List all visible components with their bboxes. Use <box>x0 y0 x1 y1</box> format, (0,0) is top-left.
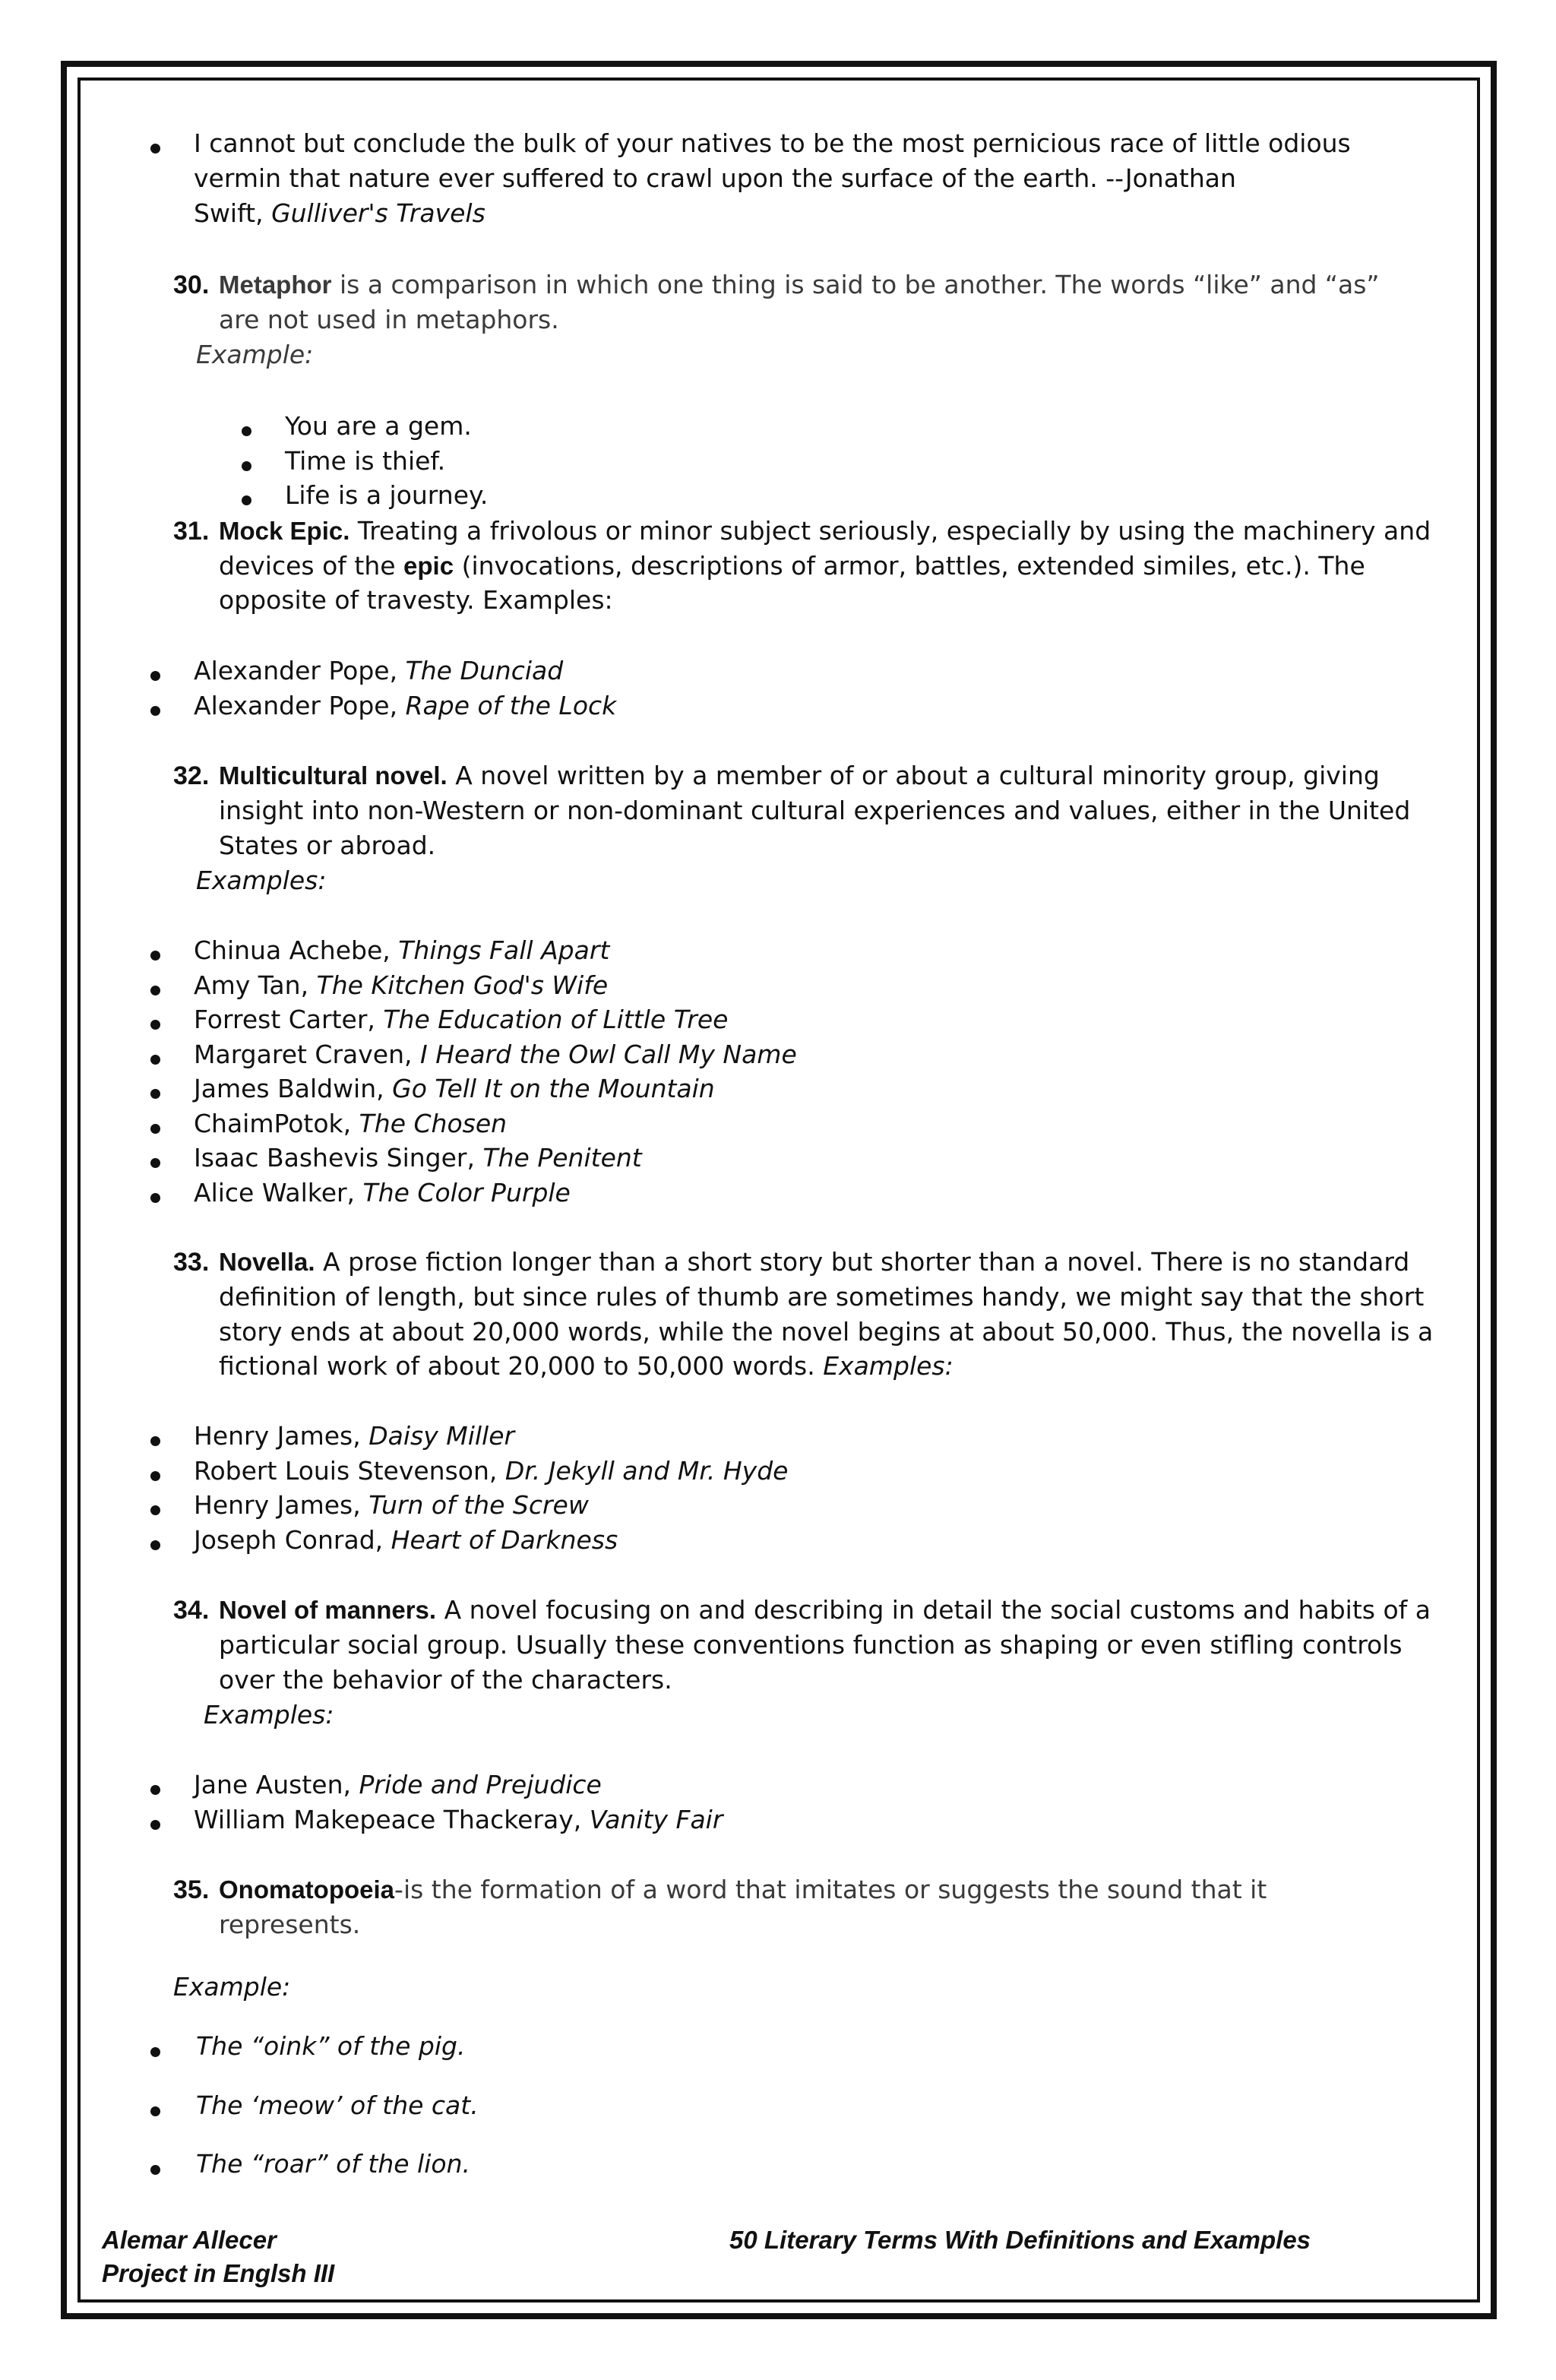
definition-line: are not used in metaphors. <box>219 305 559 334</box>
bullet-icon <box>150 671 160 681</box>
example-label: Examples: <box>196 866 327 895</box>
section-number: 32. <box>173 761 210 790</box>
definition-line: over the behavior of the characters. <box>219 1665 672 1695</box>
example-label: Examples: <box>204 1700 334 1730</box>
bullet-icon <box>150 2106 160 2116</box>
list-item: Henry James, Daisy Miller <box>194 1421 515 1451</box>
quote-line: Swift, Gulliver's Travels <box>194 198 485 228</box>
bullet-icon <box>150 1505 160 1515</box>
term-heading: Mock Epic. <box>219 517 350 545</box>
section-number: 30. <box>173 271 210 299</box>
bullet-icon <box>150 1193 160 1203</box>
list-item: Forrest Carter, The Education of Little Tree <box>194 1005 729 1034</box>
section-number: 34. <box>173 1596 210 1625</box>
bullet-icon <box>150 951 160 961</box>
list-item: Henry James, Turn of the Screw <box>194 1490 589 1520</box>
bullet-icon <box>150 986 160 995</box>
bullet-icon <box>150 1020 160 1030</box>
bullet-icon <box>150 2047 160 2057</box>
definition-line: Novel of manners. A novel focusing on and describing in detail the social customs and habits of a <box>219 1595 1431 1625</box>
definition-line: definition of length, but since rules of thumb are sometimes handy, we might say that the short <box>219 1282 1425 1312</box>
list-item: The ‘meow’ of the cat. <box>196 2090 479 2120</box>
bullet-icon <box>150 1089 160 1099</box>
footer-project: Project in Englsh III <box>102 2259 335 2287</box>
list-item: Alexander Pope, Rape of the Lock <box>194 691 617 720</box>
list-item: You are a gem. <box>285 411 472 441</box>
example-label: Example: <box>196 340 314 369</box>
term-heading: Onomatopoeia <box>219 1875 395 1904</box>
definition-line: opposite of travesty. Examples: <box>219 585 613 615</box>
definition-line: devices of the epic (invocations, descriptions of armor, battles, extended similes, etc.). The <box>219 551 1365 581</box>
footer-title: 50 Literary Terms With Definitions and Examples <box>729 2226 1311 2254</box>
list-item: Alexander Pope, The Dunciad <box>194 656 564 685</box>
definition-line: particular social group. Usually these conventions function as shaping or even stifling controls <box>219 1630 1403 1660</box>
bullet-icon <box>150 1055 160 1065</box>
section-number: 31. <box>173 517 210 546</box>
bullet-icon <box>150 2165 160 2175</box>
bullet-icon <box>150 1540 160 1550</box>
term-heading: Novel of manners. <box>219 1596 437 1624</box>
list-item: Robert Louis Stevenson, Dr. Jekyll and Mr. Hyde <box>194 1456 789 1486</box>
term-heading: Metaphor <box>219 271 332 299</box>
section-number: 35. <box>173 1875 210 1904</box>
list-item: ChaimPotok, The Chosen <box>194 1109 508 1138</box>
definition-line: States or abroad. <box>219 831 436 860</box>
definition-line: Multicultural novel. A novel written by a member of or about a cultural minority group, giving <box>219 761 1380 790</box>
bullet-icon <box>150 144 160 153</box>
bullet-icon <box>150 1820 160 1830</box>
definition-line: Mock Epic. Treating a frivolous or minor subject seriously, especially by using the machinery and <box>219 516 1431 546</box>
definition-line: represents. <box>219 1910 361 1939</box>
example-label: Example: <box>173 1972 291 2002</box>
list-item: James Baldwin, Go Tell It on the Mountain <box>194 1074 715 1103</box>
list-item: Life is a journey. <box>285 480 489 510</box>
list-item: Isaac Bashevis Singer, The Penitent <box>194 1143 642 1173</box>
list-item: The “roar” of the lion. <box>196 2149 470 2179</box>
bullet-icon <box>150 1158 160 1168</box>
bullet-icon <box>150 1785 160 1795</box>
list-item: Alice Walker, The Color Purple <box>194 1178 571 1207</box>
footer-author: Alemar Allecer <box>102 2226 277 2254</box>
bullet-icon <box>150 1124 160 1134</box>
list-item: Joseph Conrad, Heart of Darkness <box>194 1525 618 1555</box>
bullet-icon <box>150 1471 160 1481</box>
list-item: The “oink” of the pig. <box>196 2031 466 2061</box>
definition-line: story ends at about 20,000 words, while the novel begins at about 50,000. Thus, the novella is a <box>219 1317 1434 1347</box>
bullet-icon <box>150 706 160 716</box>
definition-line: fictional work of about 20,000 to 50,000 words. Examples: <box>219 1351 954 1381</box>
definition-line: Metaphor is a comparison in which one thing is said to be another. The words “like” and “as” <box>219 270 1380 299</box>
definition-line: Onomatopoeia-is the formation of a word that imitates or suggests the sound that it <box>219 1875 1267 1904</box>
bullet-icon <box>242 426 251 436</box>
bullet-icon <box>150 1436 160 1446</box>
definition-line: Novella. A prose fiction longer than a short story but shorter than a novel. There is no standard <box>219 1247 1410 1277</box>
term-heading: Novella. <box>219 1248 315 1276</box>
list-item: Jane Austen, Pride and Prejudice <box>194 1770 602 1799</box>
bullet-icon <box>242 461 251 471</box>
definition-line: insight into non-Western or non-dominant cultural experiences and values, either in the United <box>219 796 1411 825</box>
list-item: Margaret Craven, I Heard the Owl Call My Name <box>194 1040 797 1069</box>
list-item: Amy Tan, The Kitchen God's Wife <box>194 970 609 1000</box>
quote-line: vermin that nature ever suffered to crawl upon the surface of the earth. --Jonathan <box>194 163 1236 193</box>
term-heading: Multicultural novel. <box>219 761 448 790</box>
quote-line: I cannot but conclude the bulk of your natives to be the most pernicious race of little odious <box>194 128 1351 158</box>
section-number: 33. <box>173 1248 210 1277</box>
bullet-icon <box>242 495 251 505</box>
list-item: William Makepeace Thackeray, Vanity Fair <box>194 1805 723 1834</box>
list-item: Chinua Achebe, Things Fall Apart <box>194 935 610 965</box>
list-item: Time is thief. <box>285 446 446 476</box>
